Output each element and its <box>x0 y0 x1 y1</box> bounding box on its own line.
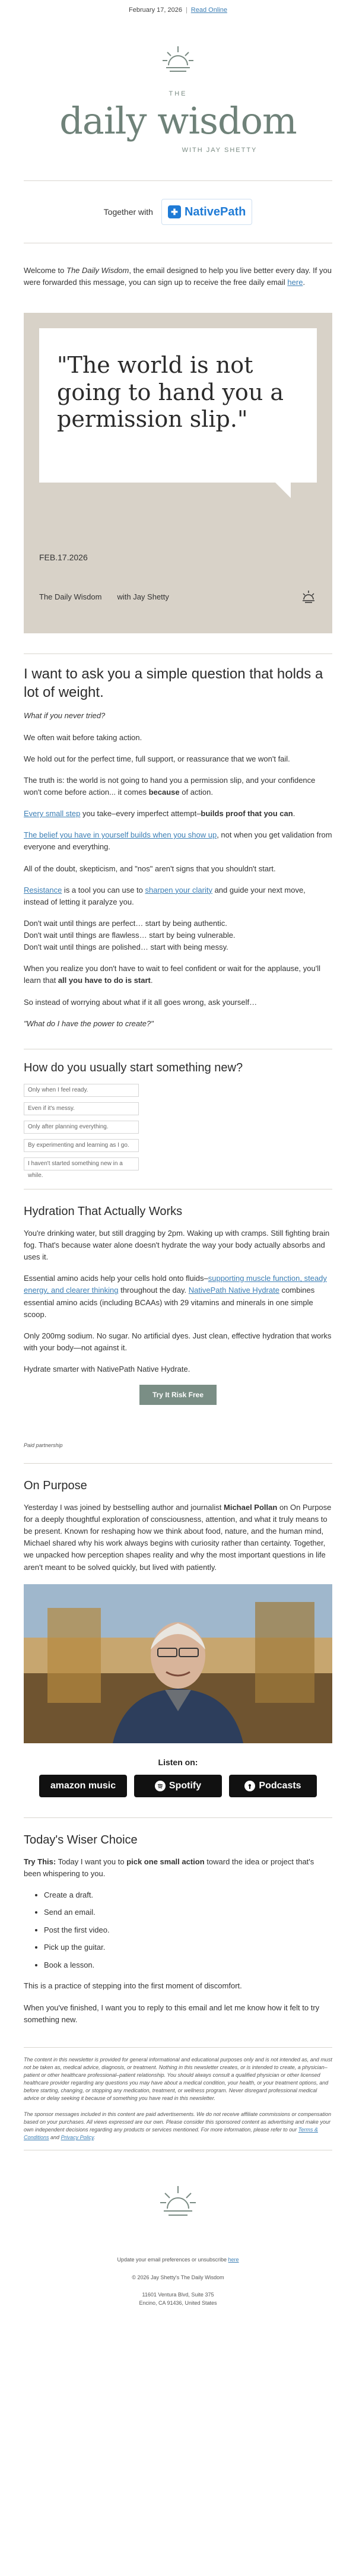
apple-podcasts-button[interactable] <box>229 1775 317 1797</box>
ad-paragraph: You're drinking water, but still dragging by 2pm. Waking up with cramps. Still fighting brain fog. That's because water alone doesn't hydrate the way your body actually absorbs and uses it. <box>24 1228 330 1262</box>
poll-option[interactable]: Only after planning everything. <box>24 1121 139 1134</box>
preferences-line: Update your email preferences or unsubscribe here <box>117 2257 239 2263</box>
paid-partnership-label: Paid partnership <box>24 1442 63 1449</box>
podcasts-icon <box>244 1781 255 1791</box>
belief-link[interactable]: The belief you have in yourself builds when you show up <box>24 830 217 840</box>
clarity-link[interactable]: sharpen your clarity <box>145 885 212 894</box>
separator: | <box>185 6 187 14</box>
amazon-music-button[interactable] <box>39 1775 127 1797</box>
article-line: Don't wait until things are flawless… start by being vulnerable. <box>24 931 236 940</box>
wiser-paragraph: Try This: Today I want you to pick one small action toward the idea or project that's been whispering to you. <box>24 1857 314 1878</box>
read-online-link[interactable]: Read Online <box>190 6 227 14</box>
brand-the: THE <box>169 90 187 97</box>
poll-option[interactable]: Only when I feel ready. <box>24 1084 139 1097</box>
main-article <box>24 633 332 1030</box>
address-line: 11601 Ventura Blvd, Suite 375 <box>142 2292 214 2298</box>
quote-brand: The Daily Wisdom <box>39 592 102 602</box>
podcast-heading: On Purpose <box>24 1479 87 1492</box>
wiser-paragraph: When you've finished, I want you to reply to this email and let me know how it felt to try something new. <box>24 2003 320 2024</box>
sponsor-disclaimer: The sponsor messages included in this content are paid advertisements. We do not receive affiliate commissions or compensation based on your purchases. All views expressed are our own. Please consider this sponsored content as advertising and make your own independent decisions regarding any products or services mentioned. For more information, please refer to our Terms & Conditions and Privacy Policy. <box>24 2111 332 2141</box>
nativepath-name: NativePath <box>184 205 246 218</box>
quote-card <box>24 313 332 633</box>
privacy-link[interactable]: Privacy Policy <box>61 2134 94 2141</box>
article-heading: I want to ask you a simple question that holds a lot of weight. <box>24 666 323 701</box>
ad-paragraph: Only 200mg sodium. No sugar. No artificial dyes. Just clean, effective hydration that works with your body—not against it. <box>24 1331 332 1353</box>
article-line: Don't wait until things are polished… start with being messy. <box>24 943 228 952</box>
article-paragraph: The belief you have in yourself builds when you show up, not when you get validation from everyone and everything. <box>24 830 332 852</box>
amazon-music-label: amazon music <box>50 1780 116 1791</box>
sun-footer-icon <box>159 2184 197 2222</box>
article-paragraph: We often wait before taking action. <box>24 732 142 742</box>
podcast-platforms <box>0 1775 356 1797</box>
article-paragraph: Resistance is a tool you can use to sharpen your clarity and guide your next move, instead of letting it paralyze you. <box>24 885 306 906</box>
quote-text: "The world is not going to hand you a permission slip." <box>57 352 284 433</box>
poll-options <box>24 1084 332 1179</box>
podcast-paragraph: Yesterday I was joined by bestselling author and journalist Michael Pollan on On Purpose for a deeply thoughtful exploration of consciousness, attention, and what it truly means to be present. Known for reshaping how we think about food, nature, and the human mind, Michael shared why his work always begins with curiosity rather than certainty. Together, we unpacked how perception shapes reality and why the most important questions in life aren't meant to be solved quickly, but lived with patiently. <box>24 1502 332 1572</box>
wiser-choice-section <box>24 1797 332 2026</box>
native-hydrate-link[interactable]: NativePath Native Hydrate <box>188 1286 279 1295</box>
brand-byline: WITH JAY SHETTY <box>182 146 258 154</box>
spotify-label: Spotify <box>169 1780 202 1791</box>
sponsor-bar <box>0 181 356 243</box>
listen-on-label: Listen on: <box>158 1757 198 1767</box>
poll-option[interactable]: Even if it's messy. <box>24 1102 139 1115</box>
medical-disclaimer: The content in this newsletter is provided for general informational and educational purposes only and is not intended as, and must not be taken as, medical advice, diagnosis, or treatment. Nothing in this newsletter creates, or is intended to create, a physician–patient or other healthcare professional–patient relationship. You should always consult a qualified physician or other licensed healthcare provider regarding any questions you may have about a medical condition, your health, or your treatment options, and before starting, changing, or stopping any medication, treatment, or wellness program. Never disregard professional medical advice or delay seeking it because of something you have read in this newsletter. <box>24 2056 332 2102</box>
quote-footer <box>39 589 317 605</box>
intro-part: . <box>303 277 306 287</box>
poll-option[interactable]: By experimenting and learning as I go. <box>24 1139 139 1152</box>
article-paragraph: So instead of worrying about what if it all goes wrong, ask yourself… <box>24 997 258 1007</box>
action-list <box>44 1889 332 1971</box>
divider <box>24 1463 332 1464</box>
muscle-function-link[interactable]: supporting muscle function, steady energy, and clearer thinking <box>24 1274 327 1295</box>
try-risk-free-button[interactable]: Try It Risk Free <box>139 1385 217 1405</box>
article-paragraph: We hold out for the perfect time, full support, or reassurance that we won't fail. <box>24 754 290 763</box>
intro-part: , the email designed to help you live better every day. If you were forwarded this message, you can sign up to receive the free daily email <box>24 266 332 287</box>
podcasts-label: Podcasts <box>259 1780 301 1791</box>
article-closing-question: "What do I have the power to create?" <box>24 1019 154 1028</box>
brand-title: daily wisdom <box>59 99 297 142</box>
divider <box>24 1817 332 1818</box>
ad-paragraph: Essential amino acids help your cells hold onto fluids–supporting muscle function, steady energy, and clearer thinking throughout the day. NativePath Native Hydrate combines essential amino acids (including BCAAs) with 29 vitamins and minerals in one simple scoop. <box>24 1274 327 1319</box>
list-item: • Book a lesson. <box>44 1959 332 1971</box>
quote-date: FEB.17.2026 <box>39 553 88 562</box>
list-item: • Pick up the guitar. <box>44 1941 332 1953</box>
sponsor-label: Together with <box>103 207 153 217</box>
sun-small-icon <box>300 589 317 605</box>
divider <box>24 653 332 654</box>
ad-heading: Hydration That Actually Works <box>24 1204 183 1218</box>
article-paragraph: All of the doubt, skepticism, and "nos" aren't signs that you shouldn't start. <box>24 864 276 873</box>
divider <box>24 2047 332 2048</box>
guest-photo[interactable] <box>24 1584 332 1743</box>
footer <box>0 2150 356 2307</box>
resistance-link[interactable]: Resistance <box>24 885 62 894</box>
intro-text <box>24 243 332 306</box>
top-bar <box>0 0 356 20</box>
article-paragraph: When you realize you don't have to wait to feel confident or wait for the applause, you'll learn that all you have to do is start. <box>24 964 320 985</box>
signup-here-link[interactable]: here <box>287 277 303 287</box>
spotify-button[interactable] <box>134 1775 222 1797</box>
poll-option[interactable]: I haven't started something new in a while. <box>24 1157 139 1170</box>
guest-photo-illustration <box>24 1584 332 1743</box>
address-line: Encino, CA 91436, United States <box>139 2299 217 2306</box>
cta-wrap <box>24 1385 332 1405</box>
wiser-paragraph: This is a practice of stepping into the first moment of discomfort. <box>24 1981 242 1991</box>
legal-disclaimer <box>24 2035 332 2150</box>
intro-part: Welcome to <box>24 266 67 275</box>
ad-paragraph: Hydrate smarter with NativePath Native Hydrate. <box>24 1365 190 1374</box>
sun-logo-icon <box>161 44 195 77</box>
issue-date: February 17, 2026 <box>129 6 182 14</box>
article-line: Don't wait until things are perfect… start by being authentic. <box>24 918 227 928</box>
unsubscribe-link[interactable]: here <box>228 2257 239 2263</box>
list-item: • Post the first video. <box>44 1924 332 1936</box>
nativepath-logo-link[interactable] <box>161 199 252 225</box>
wiser-heading: Today's Wiser Choice <box>24 1833 138 1847</box>
every-small-step-link[interactable]: Every small step <box>24 809 81 819</box>
quote-author: with Jay Shetty <box>117 592 169 602</box>
sponsored-section <box>24 1176 332 1450</box>
on-purpose-section <box>24 1450 332 1573</box>
article-paragraph: The truth is: the world is not going to hand you a permission slip, and your confidence won't come before action... it comes because of action. <box>24 775 316 797</box>
list-item: • Create a draft. <box>44 1889 332 1901</box>
poll-section <box>24 1039 332 1179</box>
list-item: • Send an email. <box>44 1906 332 1918</box>
article-paragraph: Every small step you take–every imperfect attempt–builds proof that you can. <box>24 809 295 819</box>
intro-newsletter-name: The Daily Wisdom <box>66 266 129 275</box>
spotify-icon <box>155 1781 166 1791</box>
quote-bubble <box>39 328 317 483</box>
poll-heading: How do you usually start something new? <box>24 1061 243 1074</box>
article-question: What if you never tried? <box>24 711 106 721</box>
brand-header <box>0 20 356 180</box>
terms-link[interactable]: Terms & Conditions <box>24 2127 318 2141</box>
copyright: © 2026 Jay Shetty's The Daily Wisdom <box>132 2274 224 2280</box>
nativepath-mark-icon: ✚ <box>168 205 181 218</box>
